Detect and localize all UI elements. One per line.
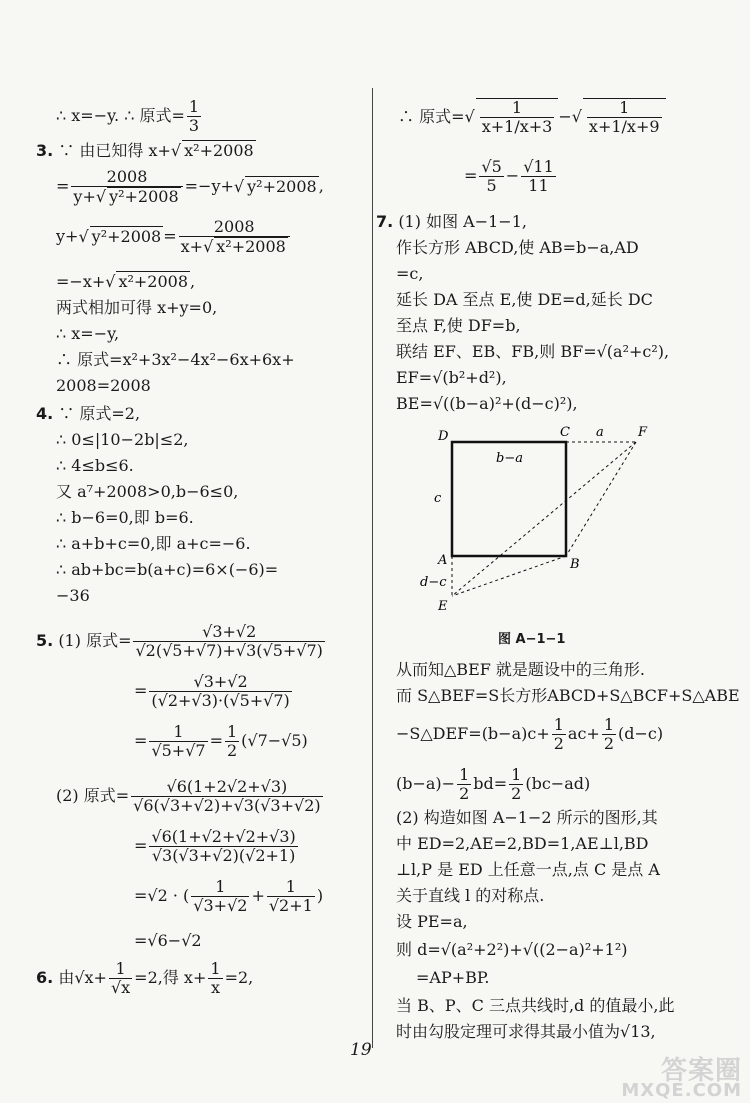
- line: 时由勾股定理可求得其最小值为√13,: [396, 1022, 656, 1041]
- fraction: $\frac{√3+√2}{(√2+√3)\cdot(√5+√7)}$: [151, 672, 290, 710]
- line: ⊥l,P 是 ED 上任意一点,点 C 是点 A: [396, 860, 660, 879]
- line: (2) 原式= $\frac{√6(1+2√2+√3)}{√6(√3+√2)+√3(√3+√2)}$: [56, 777, 321, 815]
- watermark-url: MXQE.COM: [621, 1080, 742, 1101]
- line: y+√ y²+2008 = $\frac{2008}{\text{x+√ x²+2008}}$: [56, 218, 292, 256]
- line: [36, 140, 256, 161]
- radicand: x²+2008: [184, 141, 254, 160]
- figure-caption: 图 A−1−1: [498, 632, 566, 647]
- line: =c,: [396, 264, 424, 283]
- text: ∵ 由已知得 x+: [58, 141, 171, 160]
- label-c-length: c: [434, 491, 442, 506]
- line: 4. ∵ 原式=2,: [36, 404, 141, 423]
- label-d: D: [438, 429, 449, 444]
- line: ∴ x=−y,: [56, 324, 120, 343]
- line: ∴ a+b+c=0,即 a+c=−6.: [56, 534, 251, 553]
- fraction: $\frac{1}{√5+√7}$: [151, 722, 206, 760]
- geometry-figure: [408, 426, 658, 616]
- line: = $\frac{√6(1+√2+√2+√3)}{√3(√3+√2)(√2+1)}$: [134, 827, 296, 865]
- line: 从而知△BEF 就是题设中的三角形.: [396, 660, 646, 679]
- fraction: $\frac{1}{√x}$: [110, 959, 131, 997]
- line: 中 ED=2,AE=2,BD=1,AE⊥l,BD: [396, 834, 649, 853]
- segment-be: [452, 556, 566, 596]
- problem-number: 5.: [36, 631, 54, 650]
- watermark: [592, 1050, 742, 1100]
- line: = $\frac{√3+√2}{(√2+√3)\cdot(√5+√7)}$: [134, 672, 290, 710]
- line: ∴ 4≤b≤6.: [56, 456, 134, 475]
- line: 5. (1) 原式= $\frac{√3+√2}{√2(√5+√7)+√3(√5+√7)}$: [36, 622, 323, 660]
- watermark-text: 答案圈: [660, 1056, 742, 1086]
- problem-number: 6.: [36, 968, 54, 987]
- line: 关于直线 l 的对称点.: [396, 886, 545, 905]
- label-a: A: [438, 553, 448, 568]
- line: 两式相加可得 x+y=0,: [56, 298, 218, 317]
- fraction: $\frac{√6(1+2√2+√3)}{√6(√3+√2)+√3(√3+√2)}$: [133, 777, 321, 815]
- line: =√2 · ( $\frac{1}{√3+√2}$ + $\frac{1}{√2+1}$ ): [134, 877, 324, 915]
- problem-number: 7.: [376, 212, 394, 231]
- line: 则 d=√(a²+2²)+√((2−a)²+1²): [396, 940, 628, 959]
- label-e: E: [438, 599, 448, 614]
- fraction: $\frac{2008}{\text{y+√ y²+2008}}$: [71, 168, 182, 206]
- column-divider: [372, 88, 373, 1048]
- segment-fb: [566, 442, 636, 556]
- line: (b−a)− $\frac{1}{2}$ bd= $\frac{1}{2}$ (bc−ad): [396, 765, 591, 803]
- label-c: C: [560, 426, 570, 440]
- label-d-minus-c: d−c: [420, 575, 447, 590]
- text: ∴ x=−y. ∴ 原式=: [56, 106, 185, 125]
- line: 作长方形 ABCD,使 AB=b−a,AD: [396, 238, 639, 257]
- fraction: $\frac{1}{√3+√2}$: [193, 877, 248, 915]
- line: ∴ 原式=√ $\frac{1}{x+1/x+3}$ −√ $\frac{1}{x+1/x+9}$: [398, 98, 666, 136]
- line: =−x+√ x²+2008 ,: [56, 271, 195, 292]
- line: 设 PE=a,: [396, 912, 468, 931]
- line: 2008=2008: [56, 376, 151, 395]
- line: [56, 98, 203, 135]
- label-b-minus-a: b−a: [496, 451, 523, 466]
- fraction: $\frac{√3+√2}{√2(√5+√7)+√3(√5+√7)}$: [135, 622, 323, 660]
- line: ∴ 0≤|10−2b|≤2,: [56, 430, 189, 449]
- line: 又 a⁷+2008>0,b−6≤0,: [56, 482, 239, 501]
- line: = $\frac{2008}{\text{y+√ y²+2008}}$ =−y+√ y²+2008 ,: [56, 168, 324, 206]
- line: =√6−√2: [134, 931, 202, 950]
- segment-fe: [452, 442, 636, 596]
- page-number: 19: [350, 1040, 372, 1060]
- line: ∴ 原式=x²+3x²−4x²−6x+6x+: [56, 350, 295, 369]
- label-f: F: [638, 426, 648, 440]
- fraction: $\frac{1}{x}$: [210, 959, 221, 997]
- line: 7. (1) 如图 A−1−1,: [376, 212, 527, 231]
- fraction: $\frac{2008}{\text{x+√ x²+2008}}$: [179, 218, 290, 256]
- problem-number: 4.: [36, 404, 54, 423]
- line: ∴ ab+bc=b(a+c)=6×(−6)=: [56, 560, 279, 579]
- line: ∴ b−6=0,即 b=6.: [56, 508, 194, 527]
- label-b: B: [570, 557, 580, 572]
- line: 而 S△BEF=S长方形ABCD+S△BCF+S△ABE: [396, 686, 740, 705]
- line: = $\frac{1}{√5+√7}$ = $\frac{1}{2}$ (√7−√5): [134, 722, 308, 760]
- line: =AP+BP.: [416, 968, 490, 987]
- line: 延长 DA 至点 E,使 DE=d,延长 DC: [396, 290, 653, 309]
- fraction: $\frac{√6(1+√2+√2+√3)}{√3(√3+√2)(√2+1)}$: [151, 827, 296, 865]
- label-a-length: a: [596, 426, 604, 440]
- line: −36: [56, 586, 90, 605]
- line: −S△DEF=(b−a)c+ $\frac{1}{2}$ ac+ $\frac{1}{2}$ (d−c): [396, 715, 664, 753]
- fraction: $\frac{1}{2}$: [226, 722, 238, 760]
- line: (2) 构造如图 A−1−2 所示的图形,其: [396, 808, 658, 827]
- line: 当 B、P、C 三点共线时,d 的值最小,此: [396, 996, 675, 1015]
- line: BE=√((b−a)²+(d−c)²),: [396, 394, 578, 413]
- fraction: $\frac{1}{3}$: [188, 97, 200, 135]
- line: 至点 F,使 DF=b,: [396, 316, 521, 335]
- line: 联结 EF、EB、FB,则 BF=√(a²+c²),: [396, 342, 670, 361]
- line: EF=√(b²+d²),: [396, 368, 507, 387]
- line: 6. 由√x+ $\frac{1}{√x}$ =2,得 x+ $\frac{1}{x}$ =2,: [36, 959, 254, 997]
- line: = $\frac{√5}{5}$ − $\frac{√11}{11}$: [464, 157, 554, 195]
- fraction: $\frac{1}{√2+1}$: [268, 877, 313, 915]
- problem-number: 3.: [36, 141, 54, 160]
